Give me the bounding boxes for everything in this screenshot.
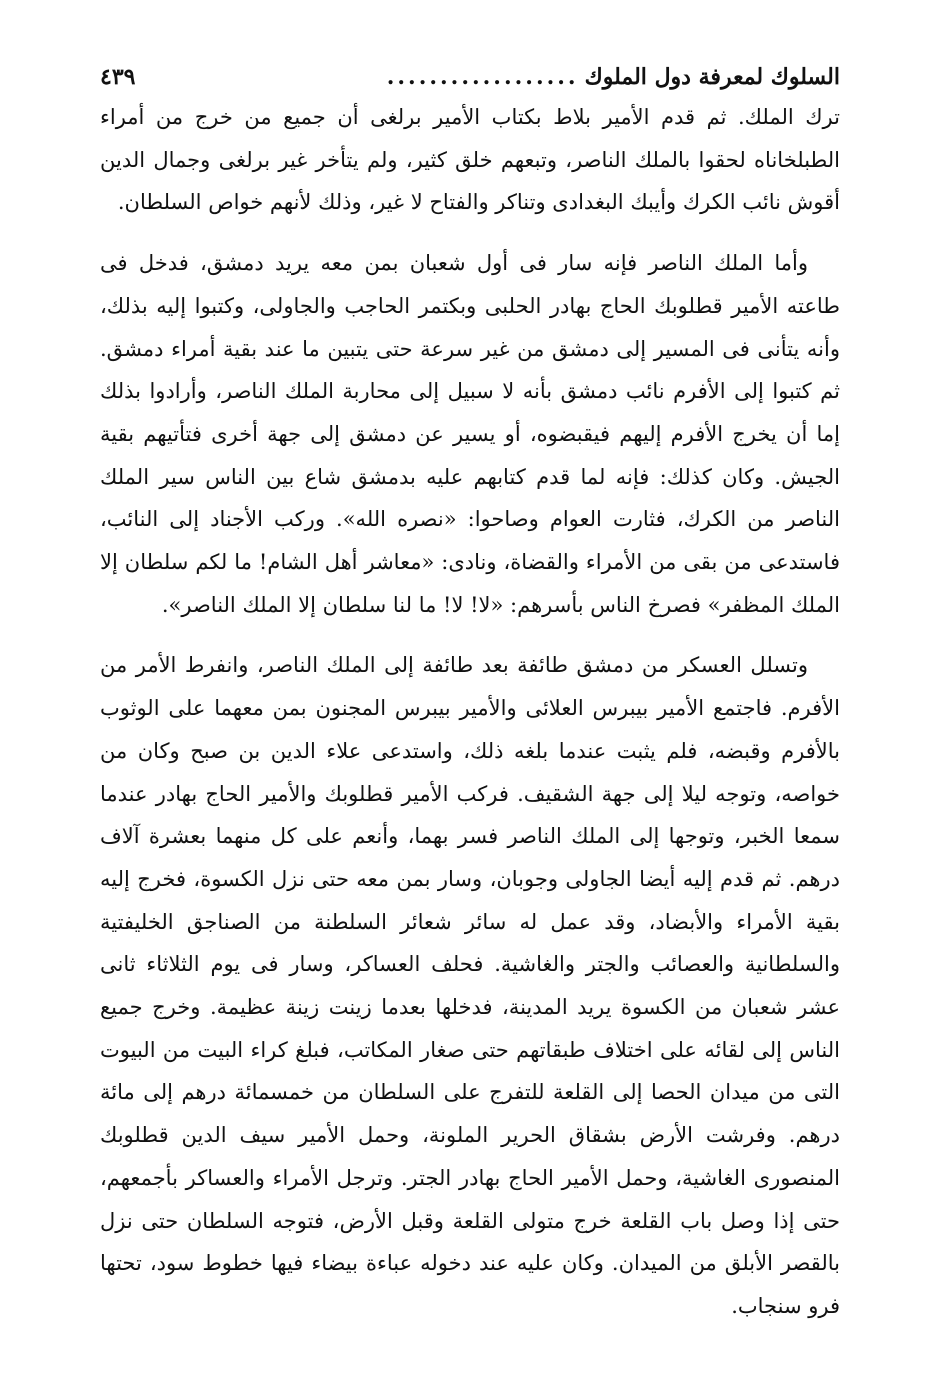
paragraph-2: وأما الملك الناصر فإنه سار فى أول شعبان بمن معه يريد دمشق، فدخل فى طاعته الأمير قطلوبك الحاج بهادر الحلبى وبكتمر الحاجب والجاولى، وكتبوا إليه بذلك، وأنه يتأنى فى المسير إلى دمشق من غير سرعة حتى يتبين ما عند بقية أمراء دمشق. ثم كتبوا إلى الأفرم نائب دمشق بأنه لا سبيل إلى محاربة الملك الناصر، وأرادوا بذلك إما أن يخرج الأفرم إليهم فيقبضوه، أو يسير عن دمشق إلى جهة أخرى فتأتيهم بقية الجيش. وكان كذلك: فإنه لما قدم كتابهم عليه بدمشق شاع بين الناس سير الملك الناصر من الكرك، فثارت العوام وصاحوا: «نصره الله». وركب الأجناد إلى النائب، فاستدعى من بقى من الأمراء والقضاة، ونادى: «معاشر أهل الشام! ما لكم سلطان إلا الملك المظفر» فصرخ الناس بأسرهم: «لا! لا! ما لنا سلطان إلا الملك الناصر». bbox=[100, 251, 840, 617]
paragraph-3: وتسلل العسكر من دمشق طائفة بعد طائفة إلى الملك الناصر، وانفرط الأمر من الأفرم. فاجتمع الأمير بيبرس العلائى والأمير بيبرس المجنون بمن معهما على الوثوب بالأفرم وقبضه، فلم يثبت عندما بلغه ذلك، واستدعى علاء الدين بن صبح وكان من خواصه، وتوجه ليلا إلى جهة الشقيف. فركب الأمير قطلوبك والأمير الحاج بهادر عندما سمعا الخبر، وتوجها إلى الملك الناصر فسر بهما، وأنعم على كل منهما بعشرة آلاف درهم. ثم قدم إليه أيضا الجاولى وجوبان، وسار بمن معه حتى نزل الكسوة، فخرج إليه بقية الأمراء والأبضاد، وقد عمل له سائر شعائر السلطنة من الصناجق الخليفتية والسلطانية والعصائب والجتر والغاشية. فحلف العساكر، وسار فى يوم الثلاثاء ثانى عشر شعبان من الكسوة يريد المدينة، فدخلها بعدما زينت زينة عظيمة. وخرج جميع الناس إلى لقائه على اختلاف طبقاتهم حتى صغار المكاتب، فبلغ كراء البيت من البيوت التى من ميدان الحصا إلى القلعة للتفرج على السلطان من خمسمائة درهم إلى مائة درهم. وفرشت الأرض بشقاق الحرير الملونة، وحمل الأمير سيف الدين قطلوبك المنصورى الغاشية، وحمل الأمير الحاج بهادر الجتر. وترجل الأمراء والعساكر بأجمعهم، حتى إذا وصل باب القلعة خرج متولى القلعة وقبل الأرض، فتوجه السلطان حتى نزل بالقصر الأبلق من الميدان. وكان عليه عند دخوله عباءة بيضاء فيها خطوط سود، تحتها فرو سنجاب. bbox=[100, 653, 840, 1318]
paragraph-1: ترك الملك. ثم قدم الأمير بلاط بكتاب الأمير برلغى أن جميع من خرج من أمراء الطبلخاناه لحقوا بالملك الناصر، وتبعهم خلق كثير، ولم يتأخر غير برلغى وجمال الدين أقوش نائب الكرك وأيبك البغدادى وتناكر والفتاح لا غير، وذلك لأنهم خواص السلطان. bbox=[100, 105, 840, 215]
running-header bbox=[100, 58, 840, 96]
page bbox=[100, 58, 840, 1328]
page-number: ٤٣٩ bbox=[100, 64, 136, 90]
header-dots: .................. bbox=[386, 64, 579, 90]
header-title: السلوك لمعرفة دول الملوك bbox=[584, 64, 840, 90]
